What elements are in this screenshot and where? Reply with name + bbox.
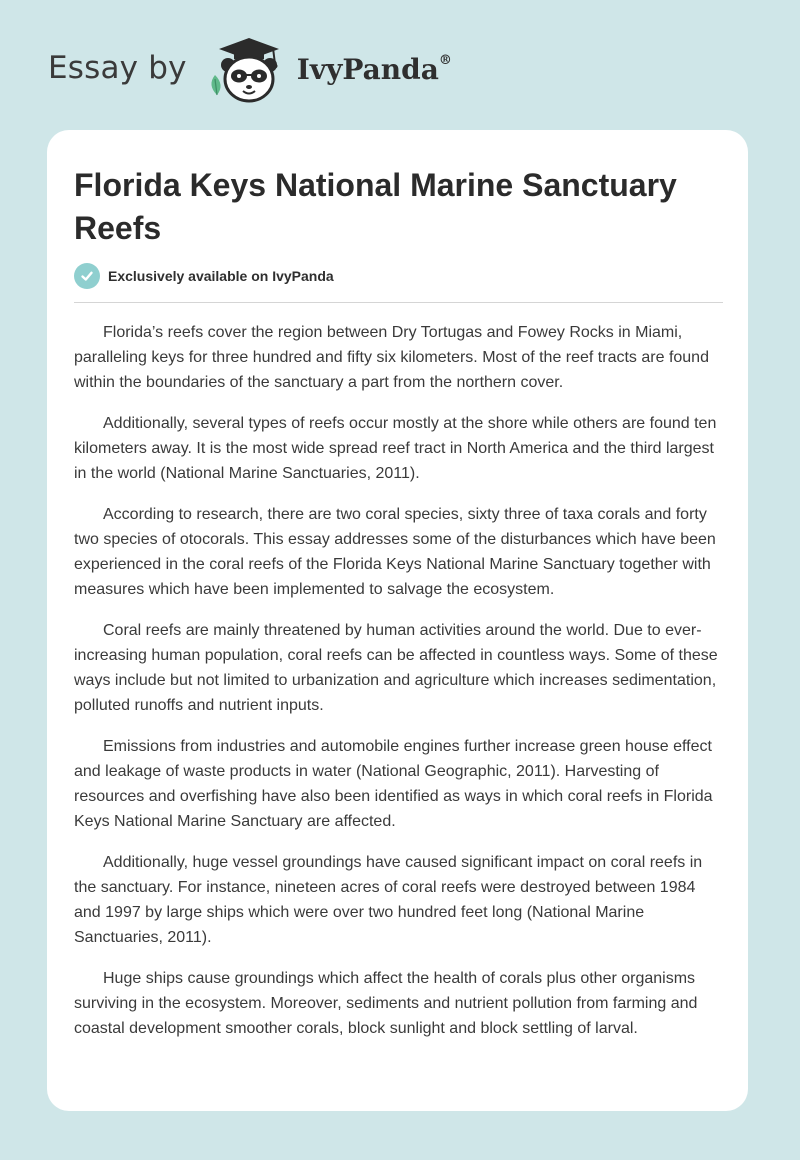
trademark-symbol: ® <box>438 53 452 69</box>
brand-name[interactable] <box>297 53 452 86</box>
paragraph: Florida’s reefs cover the region between Dry Tortugas and Fowey Rocks in Miami, paralleling keys for three hundred and fifty six kilometers. Most of the reef tracts are found within the boundaries of the sanctuary a part from the northern cover. <box>74 324 709 391</box>
exclusive-badge <box>74 263 334 289</box>
site-header <box>48 36 452 106</box>
paragraph: Additionally, several types of reefs occur mostly at the shore while others are found ten kilometers away. It is the most wide spread reef tract in North America and the third largest in the world (National Marine Sanctuaries, 2011). <box>74 415 717 482</box>
paragraph: Additionally, huge vessel groundings have caused significant impact on coral reefs in the sanctuary. For instance, nineteen acres of coral reefs were destroyed between 1984 and 1997 by large ships which were over two hundred feet long (National Marine Sanctuaries, 2011). <box>74 854 703 946</box>
essay-card <box>47 130 748 1111</box>
essay-title: Florida Keys National Marine Sanctuary Reefs <box>74 167 677 246</box>
exclusive-label: Exclusively available on IvyPanda <box>108 268 334 284</box>
divider <box>74 302 723 303</box>
check-circle-icon <box>74 263 100 289</box>
paragraph: Emissions from industries and automobile engines further increase green house effect and leakage of waste products in water (National Geographic, 2011). Harvesting of resources and overfishing have also been identified as ways in which coral reefs in Florida Keys National Marine Sanctuary are affected. <box>74 738 713 830</box>
paragraph: Coral reefs are mainly threatened by human activities around the world. Due to ever-increasing human population, coral reefs can be affected in countless ways. Some of these ways include but not limited to urbanization and agriculture which increases sedimentation, polluted runoffs and nutrient inputs. <box>74 622 718 714</box>
paragraph: Huge ships cause groundings which affect the health of corals plus other organisms surviving in the ecosystem. Moreover, sediments and nutrient pollution from farming and coastal development smoother corals, block sunlight and block settling of larval. <box>74 970 698 1037</box>
essay-by-label: Essay by <box>48 50 187 86</box>
brand-label: IvyPanda <box>296 52 439 86</box>
essay-body <box>74 320 726 1057</box>
paragraph: According to research, there are two coral species, sixty three of taxa corals and forty two species of otocorals. This essay addresses some of the disturbances which have been experienced in the coral reefs of the Florida Keys National Marine Sanctuary together with measures which have been implemented to salvage the ecosystem. <box>74 506 716 598</box>
panda-logo-icon[interactable] <box>201 35 291 107</box>
